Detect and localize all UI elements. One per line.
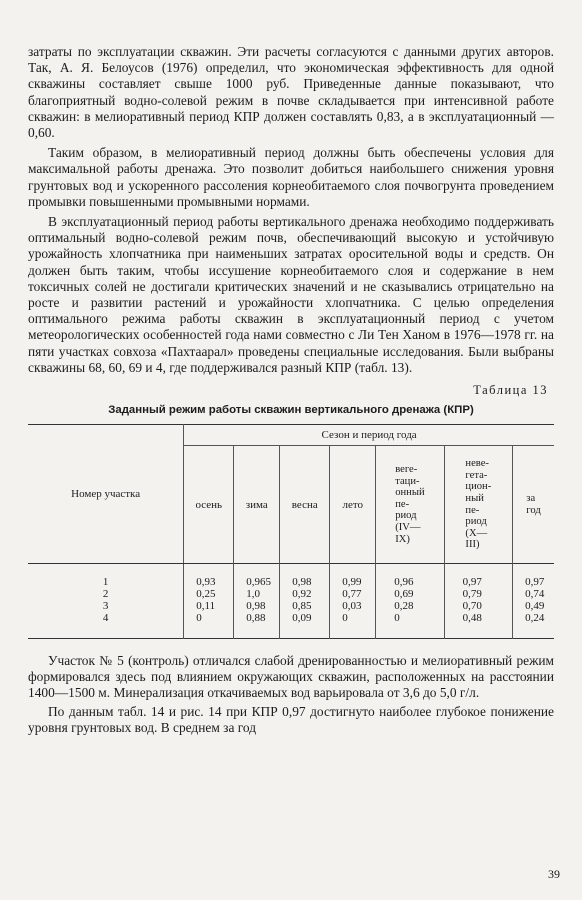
col-label-summer: лето	[342, 498, 364, 511]
table-cell: 0,98	[280, 564, 330, 589]
col-label-nonvegetation: неве- гета- цион- ный пе- риод (X— III)	[465, 458, 492, 551]
table-cell: 0,85	[280, 600, 330, 612]
table-title: Заданный режим работы скважин вертикального дренажа (КПР)	[108, 404, 474, 417]
paragraph-5: По данным табл. 14 и рис. 14 при КПР 0,97 достигнуто наиболее глубокое понижение уровня грунтовых вод. В среднем за год	[28, 703, 554, 735]
col-label-vegetation: веге- таци- онный пе- риод (IV— IX)	[395, 463, 425, 545]
table-cell: 0,28	[376, 600, 444, 612]
col-header-year	[513, 446, 554, 564]
col-header-spring	[280, 446, 330, 564]
table-cell: 0	[330, 612, 376, 639]
col-header-nonvegetation	[444, 446, 512, 564]
col-header-vegetation	[376, 446, 444, 564]
paragraph-2: Таким образом, в мелиоративный период должны быть обеспечены условия для максимальной работы дренажа. Это позволит добиться наибольшего снижения уровня грунтовых вод и ускоренного рассоления корнеобитаемого слоя почвогрунта проведением промывки повышенными промывными нормами.	[28, 145, 554, 209]
col-label-winter: зима	[245, 498, 268, 511]
table-cell: 0	[376, 612, 444, 639]
row-header: Номер участка	[71, 487, 141, 500]
table-cell: 0,96	[376, 564, 444, 589]
col-header-summer	[330, 446, 376, 564]
table-cell: 0,79	[444, 588, 512, 600]
table-cell: 0	[184, 612, 234, 639]
table-cell: 0,99	[330, 564, 376, 589]
col-label-autumn: осень	[195, 498, 223, 511]
paragraph-3: В эксплуатационный период работы вертикального дренажа необходимо поддерживать оптимальный водно-солевой режим почв, обеспечивающий высокую и устойчивую урожайность хлопчатника при наименьших затратах оросительной воды и средств. Он должен быть таким, чтобы иссушение корнеобитаемого слоя и содержание в нем токсичных солей не достигали критических значений и не сказывались отрицательно на росте и развитии растений и урожайности хлопчатника. С целью определения оптимального режима работы скважин в эксплуатационный период с учетом метеорологических особенностей года нами совместно с Ли Тен Ханом в 1976—1978 гг. на пяти участках совхоза «Пахтаарал» проведены специальные исследования. Были выбраны скважины 68, 60, 69 и 4, где поддерживался разный КПР (табл. 13).	[28, 214, 554, 375]
regime-table	[28, 424, 554, 639]
group-header: Сезон и период года	[321, 429, 417, 442]
row-header-cell	[28, 425, 184, 564]
table-cell: 0,48	[444, 612, 512, 639]
table-cell: 0,93	[184, 564, 234, 589]
table-cell: 0,09	[280, 612, 330, 639]
col-label-year: за год	[526, 492, 541, 516]
table-cell: 0,74	[513, 588, 554, 600]
table-cell: 0,77	[330, 588, 376, 600]
table-cell: 0,965	[234, 564, 280, 589]
table-cell: 0,49	[513, 600, 554, 612]
col-label-spring: весна	[291, 498, 318, 511]
table-cell: 0,92	[280, 588, 330, 600]
table-cell: 0,24	[513, 612, 554, 639]
page-content	[28, 44, 554, 736]
table-cell: 0,69	[376, 588, 444, 600]
table-cell: 0,88	[234, 612, 280, 639]
table-cell: 0,03	[330, 600, 376, 612]
table-label: Таблица 13	[473, 383, 548, 398]
col-header-winter	[234, 446, 280, 564]
table-cell: 0,11	[184, 600, 234, 612]
table-row-4-num: 4	[102, 612, 109, 625]
page-number: 39	[548, 867, 560, 881]
table-row-1-num: 1	[102, 576, 109, 589]
table-cell: 0,25	[184, 588, 234, 600]
table-row-2-num: 2	[102, 588, 109, 601]
table-row-3-num: 3	[102, 600, 109, 613]
group-header-cell	[184, 425, 554, 446]
col-header-autumn	[184, 446, 234, 564]
paragraph-4: Участок № 5 (контроль) отличался слабой дренированностью и мелиоративный режим формировался здесь под влиянием окружающих скважин, расположенных на расстоянии 1400—1500 м. Минерализация откачиваемых вод варьировала от 3,6 до 5,0 г/л.	[28, 653, 554, 701]
paragraph-1: затраты по эксплуатации скважин. Эти расчеты согласуются с данными других авторов. Так, А. Я. Белоусов (1976) определил, что экономическая эффективность для одной скважины составляет свыше 1000 руб. Приведенные данные показывают, что благоприятный водно-солевой режим в почве складывается при интенсивной работе скважин: в мелиоративный период КПР должен составлять 0,83, а в эксплуатационный — 0,60.	[28, 44, 554, 141]
table-cell: 0,98	[234, 600, 280, 612]
table-cell: 0,70	[444, 600, 512, 612]
table-cell: 0,97	[444, 564, 512, 589]
table-cell: 0,97	[513, 564, 554, 589]
table-cell: 1,0	[234, 588, 280, 600]
